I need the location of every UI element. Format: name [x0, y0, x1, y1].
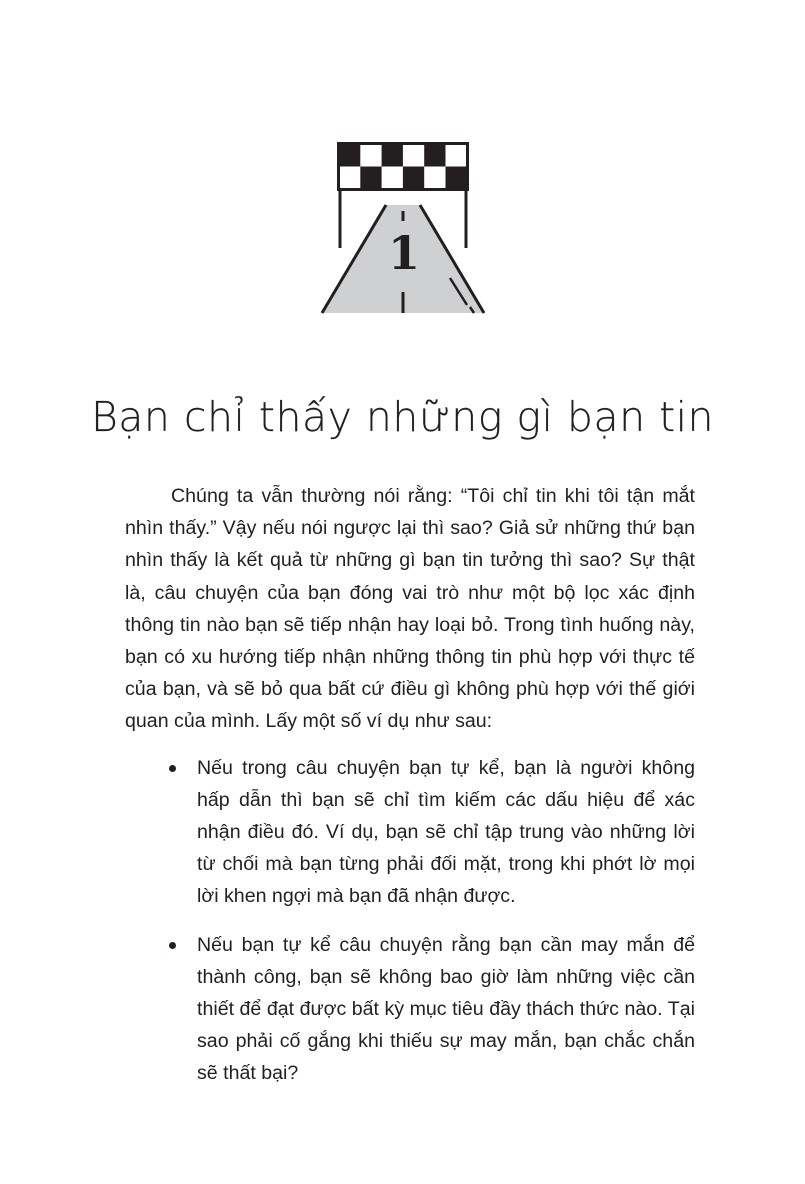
- bullet-icon: [169, 942, 176, 949]
- intro-paragraph: Chúng ta vẫn thường nói rằng: “Tôi chỉ tin khi tôi tận mắt nhìn thấy.” Vậy nếu nói ngược lại thì sao? Giả sử những thứ bạn nhìn thấy là kết quả từ những gì bạn tin tưởng thì sao? Sự thật là, câu chuyện của bạn đóng vai trò như một bộ lọc xác định thông tin nào bạn sẽ tiếp nhận hay loại bỏ. Trong tình huống này, bạn có xu hướng tiếp nhận những thông tin phù hợp với thực tế của bạn, và sẽ bỏ qua bất cứ điều gì không phù hợp với thế giới quan của mình. Lấy một số ví dụ như sau:: [125, 485, 695, 733]
- chapter-number: 1: [388, 226, 421, 280]
- list-item-text: Nếu trong câu chuyện bạn tự kể, bạn là người không hấp dẫn thì bạn sẽ chỉ tìm kiếm các dấu hiệu để xác nhận điều đó. Ví dụ, bạn sẽ chỉ tập trung vào những lời từ chối mà bạn từng phải đối mặt, trong khi phớt lờ mọi lời khen ngợi mà bạn đã nhận được.: [197, 756, 695, 908]
- bullet-icon: [169, 765, 176, 772]
- chapter-title: Bạn chỉ thấy những gì bạn tin: [90, 393, 715, 442]
- list-item: [125, 752, 695, 913]
- list-item-text: Nếu bạn tự kể câu chuyện rằng bạn cần may mắn để thành công, bạn sẽ không bao giờ làm những việc cần thiết để đạt được bất kỳ mục tiêu đầy thách thức nào. Tại sao phải cố gắng khi thiếu sự may mắn, bạn chắc chắn sẽ thất bại?: [197, 933, 695, 1085]
- checkered-flag-road-icon: [310, 135, 500, 325]
- example-list: [125, 752, 695, 1090]
- list-item: [125, 929, 695, 1090]
- chapter-body: [125, 480, 695, 1106]
